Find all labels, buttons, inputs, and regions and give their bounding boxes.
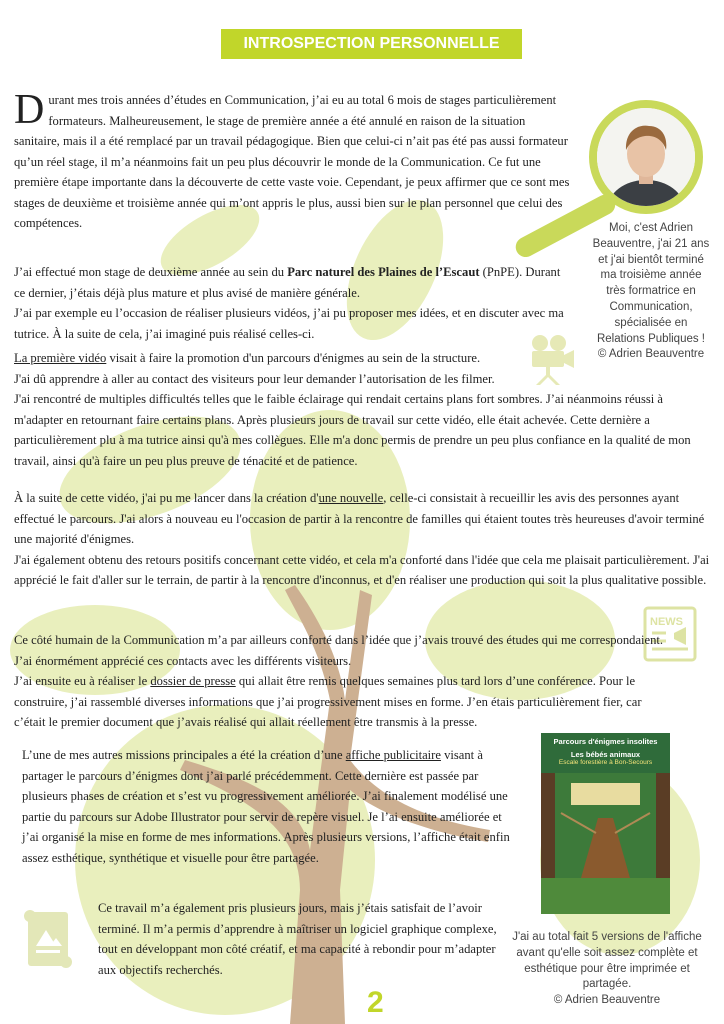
nouvelle-link[interactable]: une nouvelle <box>318 491 384 505</box>
forest-bridge-illustration <box>541 773 670 878</box>
stage-text-before: J’ai effectué mon stage de deuxième année au sein du <box>14 265 288 279</box>
document-scroll-icon <box>22 908 74 970</box>
poster-place: Escale forestière à Bon-Secours <box>558 759 653 766</box>
pnpe-name: Parc naturel des Plaines de l’Escaut <box>287 265 480 279</box>
person-avatar-icon <box>597 108 695 206</box>
video-line3: J'ai rencontré de multiples difficultés telles que le faible éclairage qui rendait certains plans fort sombres. J’ai néanmoins réussi à m'adapter en retournant faire certains plans. Après plusieurs jours de travail sur cette vidéo, elle était achevée. Cette dernière a particulièrement plu à ma tutrice ainsi qu'à mes collègues. Elle m'a donc permis de prendre un peu plus confiance en la qualité de mon travail, ainsi qu'à faire un peu plus preuve de ténacité et de patience. <box>14 392 691 468</box>
affiche-paragraph <box>22 745 518 868</box>
humain-paragraph <box>14 630 674 733</box>
page-number: 2 <box>367 986 384 1019</box>
poster-title: Parcours d'énigmes insolites <box>553 737 658 746</box>
humain-text-before: J’ai ensuite eu à réaliser le <box>14 674 151 688</box>
poster-thumbnail <box>541 733 670 914</box>
affiche-text-before: L’une de mes autres missions principales a été la création d’une <box>22 748 346 762</box>
video-paragraph <box>14 348 714 471</box>
intro-text: urant mes trois années d’études en Communication, j’ai eu au total 6 mois de stages particulièrement formateurs. Malheureusement, le stage de première année a été annulé en raison de la situation sanitaire, mais il a été remplacé par un travail pédagogique. Bien que celui-ci n’ait pas été pas aussi formateur qu’un réel stage, il m’a néanmoins fait un peu plus découvrir le monde de la Communication. Ce fut une première étape importante dans la découverte de cette vaste voie. Cependant, je peux affirmer que ce sont mes stages de deuxième et troisième année qui m’ont appris le plus, aussi bien sur le plan personnel que celui des compétences. <box>14 93 570 230</box>
page-title: INTROSPECTION PERSONNELLE <box>221 29 522 59</box>
profile-caption <box>590 221 712 363</box>
humain-text-after: qui allait être remis quelques semaines plus tard lors d’une conférence. Pour le construire, j’ai rassemblé diverses informations que j’ai progressivement mises en forme. J’en étais particulièrement fier, car c’était le premier document que j’avais réalisé qui allait réellement être transmis à la presse. <box>14 674 642 729</box>
video-text: visait à faire la promotion d'un parcours d'énigmes au sein de la structure. <box>106 351 481 365</box>
profile-caption-credit: © Adrien Beauventre <box>597 348 705 361</box>
affiche-text-after: visant à partager le parcours d’énigmes dont j’ai parlé précédemment. Cette dernière est passée par plusieurs phases de création et s’est vu progressivement améliorée. J’ai finalement modélisé une partie du parcours sur Adobe Illustrator pour servir de repère visuel. Je l’ai ensuite améliorée et j’ai organisé la mise en forme de mes informations. Après plusieurs versions, l’affiche était enfin assez esthétique, synthétique et visuelle pour être partagée. <box>22 748 510 865</box>
first-video-link[interactable]: La première vidéo <box>14 351 107 365</box>
poster-caption-credit: © Adrien Beauventre <box>553 994 661 1007</box>
poster-caption <box>512 930 702 1009</box>
nouvelle-text-after: , celle-ci consistait à recueillir les avis des personnes ayant effectué le parcours. J'ai alors à nouveau eu l'occasion de partir à la rencontre de familles qui étaient toutes très heureuses d'avoir terminé une majorité d'énigmes. <box>14 491 705 546</box>
intro-paragraph <box>14 87 570 234</box>
poster-footer <box>541 878 670 914</box>
svg-text:NEWS: NEWS <box>650 616 683 628</box>
video-line2: J'ai dû apprendre à aller au contact des visiteurs pour leur demander l’autorisation de les filmer. <box>14 371 495 386</box>
travail-text: Ce travail m’a également pris plusieurs jours, mais j’étais satisfait de l’avoir terminé. Il m’a permis d’apprendre à maîtriser un logiciel graphique complexe, tout en développant mon côté créatif, et ma capacité à rebondir pour m’adapter aux objectifs recherchés. <box>98 901 497 977</box>
humain-line1: Ce côté humain de la Communication m’a par ailleurs conforté dans l’idée que j’avais trouvé des études qui me correspondaient. J’ai énormément apprécié ces contacts avec les différents visiteurs. <box>14 633 664 668</box>
nouvelle-paragraph <box>14 488 714 591</box>
dropcap: D <box>14 87 45 133</box>
travail-paragraph <box>98 898 510 980</box>
nouvelle-text-before: À la suite de cette vidéo, j'ai pu me lancer dans la création d' <box>14 491 319 505</box>
stage-line2: J’ai par exemple eu l’occasion de réaliser plusieurs vidéos, j’ai pu proposer mes idées, et en discuter avec ma tutrice. À la suite de cela, j’ai imaginé puis réalisé celles-ci. <box>14 306 564 341</box>
poster-caption-text: J'ai au total fait 5 versions de l'affiche avant qu'elle soit assez complète et esthétique pour être imprimée et partagée. <box>512 931 702 991</box>
poster-subtitle: Les bébés animaux <box>570 750 641 759</box>
profile-caption-text: Moi, c'est Adrien Beauventre, j'ai 21 ans et j'ai bientôt terminé ma troisième année très formatrice en Communication, spécialisée en Relations Publiques ! <box>592 222 710 345</box>
stage-paragraph <box>14 262 570 344</box>
nouvelle-line2: J'ai également obtenu des retours positifs concernant cette vidéo, et cela m'a conforté dans l'idée que cela me plaisait particulièrement. J'ai apprécié le fait d'aller sur le terrain, de partir à la rencontre d'inconnus, et d'en réaliser une production qui soit la plus qualitative possible. <box>14 552 710 587</box>
poster-link[interactable]: affiche publicitaire <box>345 748 441 762</box>
stage-text-after: (PnPE). Durant ce dernier, j’étais déjà plus mature et plus avisé de manière générale. <box>14 265 561 300</box>
profile-photo <box>589 100 703 214</box>
press-kit-link[interactable]: dossier de presse <box>150 674 236 688</box>
